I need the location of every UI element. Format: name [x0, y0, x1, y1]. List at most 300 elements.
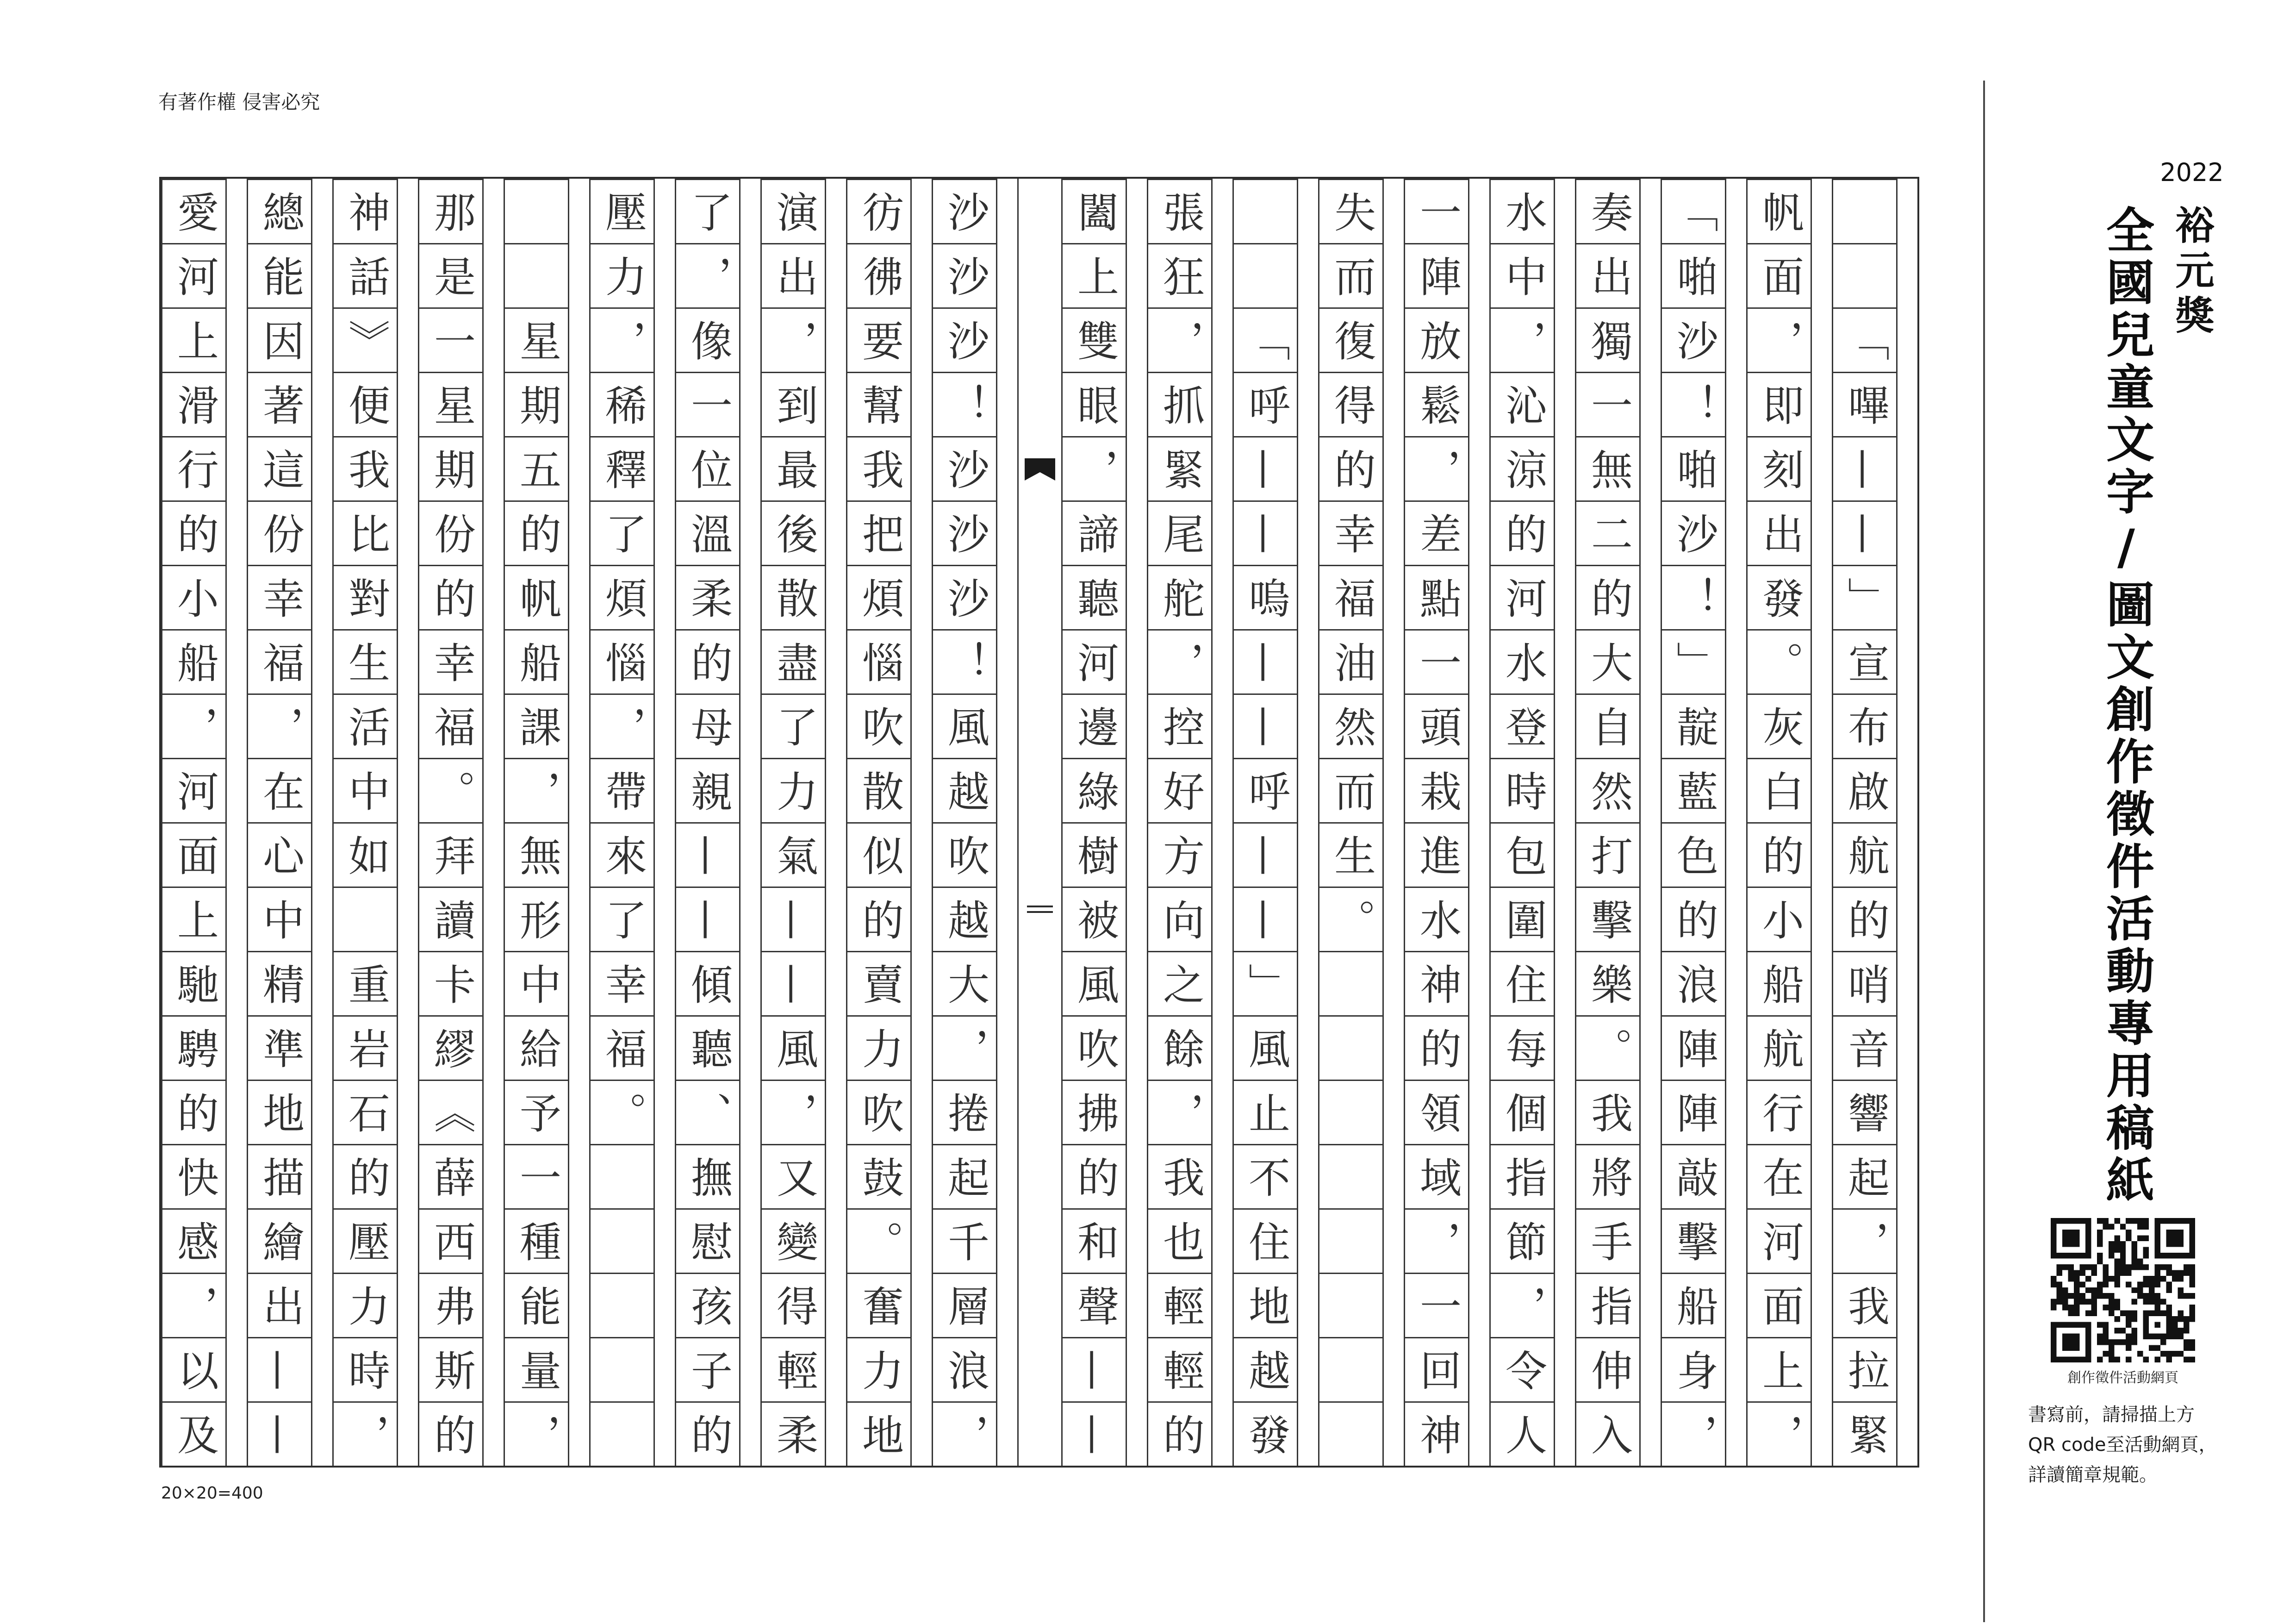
handwritten-character: 我 — [1156, 1156, 1204, 1198]
manuscript-cell — [1234, 1273, 1297, 1337]
handwritten-character: 一 — [1584, 384, 1632, 425]
handwritten-character: ！ — [1669, 577, 1718, 618]
manuscript-cell — [1662, 500, 1725, 565]
handwritten-character: 出 — [255, 1285, 304, 1326]
panel-divider — [1983, 81, 1985, 1622]
handwritten-character: 吹 — [1070, 1027, 1119, 1069]
handwritten-character: 斯 — [427, 1349, 475, 1391]
handwritten-character: 聽 — [1070, 577, 1119, 618]
manuscript-cell — [1234, 1337, 1297, 1401]
handwritten-character: 千 — [940, 1220, 989, 1262]
manuscript-cell — [248, 822, 311, 887]
manuscript-cell — [847, 1208, 910, 1273]
handwritten-character: 變 — [769, 1220, 818, 1262]
handwritten-character: 了 — [684, 191, 732, 232]
manuscript-cell — [162, 1015, 225, 1080]
handwritten-character: 船 — [1669, 1285, 1718, 1326]
manuscript-cell — [248, 565, 311, 629]
manuscript-cell — [162, 1208, 225, 1273]
handwritten-character: 中 — [341, 770, 390, 812]
handwritten-character: 出 — [1584, 255, 1632, 297]
manuscript-cell — [248, 1208, 311, 1273]
handwritten-character: 呼 — [1241, 770, 1290, 812]
manuscript-cell — [334, 1273, 397, 1337]
manuscript-cell — [933, 887, 996, 951]
manuscript-cell — [419, 693, 482, 758]
handwritten-character: 吹 — [855, 706, 903, 747]
handwritten-character: — — [1070, 1349, 1119, 1391]
handwritten-character: 孩 — [684, 1285, 732, 1326]
handwritten-character: 船 — [1755, 963, 1804, 1005]
handwritten-character: 盡 — [769, 641, 818, 683]
manuscript-cell — [1662, 243, 1725, 307]
manuscript-cell — [505, 307, 568, 372]
handwritten-character: 這 — [255, 448, 304, 490]
handwritten-character: 船 — [512, 641, 561, 683]
manuscript-cell — [1662, 758, 1725, 822]
handwritten-character: 邊 — [1070, 706, 1119, 747]
handwritten-character: 在 — [1755, 1156, 1804, 1198]
handwritten-character: 頭 — [1412, 706, 1461, 747]
manuscript-cell — [1319, 887, 1382, 951]
handwritten-character: 一 — [1412, 1285, 1461, 1326]
manuscript-cell — [1234, 1401, 1297, 1466]
manuscript-cell — [419, 1401, 482, 1466]
handwritten-character: ！ — [940, 641, 989, 683]
handwritten-character: 來 — [598, 834, 647, 876]
handwritten-character: 後 — [769, 512, 818, 554]
handwritten-character: 眼 — [1070, 384, 1119, 425]
handwritten-character: 五 — [512, 448, 561, 490]
manuscript-cell — [1148, 951, 1211, 1015]
manuscript-cell — [591, 887, 653, 951]
manuscript-cell — [1662, 693, 1725, 758]
manuscript-cell — [1234, 179, 1297, 243]
handwritten-character: 給 — [512, 1027, 561, 1069]
handwritten-character: ， — [341, 1413, 390, 1455]
manuscript-cell — [162, 1144, 225, 1208]
handwritten-character: 風 — [769, 1027, 818, 1069]
manuscript-cell — [1405, 1144, 1468, 1208]
handwritten-character: 大 — [1584, 641, 1632, 683]
manuscript-cell — [248, 951, 311, 1015]
manuscript-cell — [1063, 1080, 1126, 1144]
handwritten-character: 的 — [512, 512, 561, 554]
handwritten-character: 沁 — [1498, 384, 1547, 425]
manuscript-cell — [676, 436, 739, 500]
handwritten-character: 彷 — [855, 191, 903, 232]
handwritten-character: 壓 — [341, 1220, 390, 1262]
manuscript-cell — [162, 1273, 225, 1337]
manuscript-cell — [1491, 565, 1554, 629]
handwritten-character: — — [684, 834, 732, 876]
handwritten-character: 身 — [1669, 1349, 1718, 1391]
manuscript-cell — [334, 179, 397, 243]
handwritten-character: 力 — [769, 770, 818, 812]
handwritten-character: 了 — [598, 512, 647, 554]
manuscript-cell — [1319, 758, 1382, 822]
manuscript-cell — [419, 758, 482, 822]
manuscript-cell — [1234, 1080, 1297, 1144]
manuscript-cell — [1833, 565, 1896, 629]
manuscript-cell — [1319, 822, 1382, 887]
handwritten-character: 拂 — [1070, 1092, 1119, 1133]
handwritten-character: 我 — [1841, 1285, 1889, 1326]
handwritten-character: 福 — [255, 641, 304, 683]
handwritten-character: 」 — [1669, 641, 1718, 683]
handwritten-character: 了 — [598, 899, 647, 940]
manuscript-cell — [1063, 951, 1126, 1015]
handwritten-character: 無 — [512, 834, 561, 876]
handwritten-character: 抓 — [1156, 384, 1204, 425]
manuscript-cell — [847, 629, 910, 693]
handwritten-character: 神 — [1412, 963, 1461, 1005]
manuscript-cell — [419, 1144, 482, 1208]
handwritten-character: 。 — [598, 1092, 647, 1133]
manuscript-cell — [1576, 1401, 1639, 1466]
manuscript-column — [589, 179, 655, 1466]
handwritten-character: 入 — [1584, 1413, 1632, 1455]
copyright-notice: 有著作權 侵害必究 — [158, 91, 320, 113]
manuscript-cell — [505, 629, 568, 693]
handwritten-character: 又 — [769, 1156, 818, 1198]
handwritten-character: 個 — [1498, 1092, 1547, 1133]
handwritten-character: 親 — [684, 770, 732, 812]
handwritten-character: 稀 — [598, 384, 647, 425]
handwritten-character: 吹 — [855, 1092, 903, 1133]
manuscript-cell — [676, 1337, 739, 1401]
manuscript-cell — [1319, 436, 1382, 500]
manuscript-cell — [933, 372, 996, 436]
manuscript-cell — [1063, 822, 1126, 887]
handwritten-character: 上 — [170, 319, 218, 361]
manuscript-cell — [933, 565, 996, 629]
handwritten-character: 緊 — [1156, 448, 1204, 490]
handwritten-character: 惱 — [855, 641, 903, 683]
contest-year: 2022 — [2160, 158, 2224, 187]
handwritten-character: — — [1241, 706, 1290, 747]
manuscript-cell — [248, 693, 311, 758]
manuscript-cell — [1491, 1015, 1554, 1080]
manuscript-cell — [1833, 951, 1896, 1015]
manuscript-cell — [419, 1337, 482, 1401]
handwritten-character: 像 — [684, 319, 732, 361]
manuscript-cell — [1491, 1273, 1554, 1337]
handwritten-character: 我 — [1584, 1092, 1632, 1133]
manuscript-cell — [1491, 179, 1554, 243]
manuscript-column — [1832, 179, 1898, 1466]
manuscript-cell — [762, 1273, 825, 1337]
manuscript-cell — [591, 1273, 653, 1337]
handwritten-character: 力 — [855, 1027, 903, 1069]
center-gutter — [1017, 179, 1061, 1466]
handwritten-character: ， — [1498, 319, 1547, 361]
handwritten-character: 也 — [1156, 1220, 1204, 1262]
manuscript-cell — [762, 179, 825, 243]
handwritten-character: 擊 — [1669, 1220, 1718, 1262]
manuscript-cell — [762, 500, 825, 565]
handwritten-character: 馳 — [170, 963, 218, 1005]
manuscript-cell — [1063, 1208, 1126, 1273]
manuscript-cell — [847, 887, 910, 951]
manuscript-cell — [1405, 1273, 1468, 1337]
manuscript-cell — [1662, 1401, 1725, 1466]
handwritten-character: 煩 — [855, 577, 903, 618]
handwritten-character: 指 — [1584, 1285, 1632, 1326]
manuscript-cell — [505, 887, 568, 951]
handwritten-character: 白 — [1755, 770, 1804, 812]
manuscript-cell — [1491, 629, 1554, 693]
handwritten-character: ， — [598, 319, 647, 361]
manuscript-cell — [676, 179, 739, 243]
instruction-line: QR code至活動網頁， — [2028, 1434, 2217, 1455]
handwritten-character: 將 — [1584, 1156, 1632, 1198]
manuscript-cell — [248, 1273, 311, 1337]
manuscript-cell — [676, 951, 739, 1015]
manuscript-cell — [162, 1401, 225, 1466]
manuscript-cell — [419, 1015, 482, 1080]
manuscript-cell — [1319, 693, 1382, 758]
handwritten-character: 令 — [1498, 1349, 1547, 1391]
handwritten-character: ， — [1841, 1220, 1889, 1262]
manuscript-cell — [676, 758, 739, 822]
handwritten-character: 拜 — [427, 834, 475, 876]
manuscript-cell — [334, 307, 397, 372]
handwritten-character: 星 — [427, 384, 475, 425]
handwritten-character: 精 — [255, 963, 304, 1005]
manuscript-cell — [1576, 1208, 1639, 1273]
handwritten-character: 層 — [940, 1285, 989, 1326]
handwritten-character: 河 — [1498, 577, 1547, 618]
handwritten-character: 福 — [598, 1027, 647, 1069]
manuscript-cell — [334, 693, 397, 758]
manuscript-cell — [1491, 307, 1554, 372]
manuscript-cell — [762, 629, 825, 693]
manuscript-cell — [933, 822, 996, 887]
handwritten-character: 神 — [341, 191, 390, 232]
manuscript-cell — [162, 822, 225, 887]
manuscript-cell — [1319, 1208, 1382, 1273]
handwritten-character: 領 — [1412, 1092, 1461, 1133]
manuscript-cell — [162, 500, 225, 565]
manuscript-cell — [676, 500, 739, 565]
handwritten-character: 出 — [769, 255, 818, 297]
manuscript-cell — [419, 372, 482, 436]
handwritten-character: 及 — [170, 1413, 218, 1455]
handwritten-character: 弗 — [427, 1285, 475, 1326]
handwritten-character: 點 — [1412, 577, 1461, 618]
handwritten-character: 幸 — [1327, 512, 1375, 554]
handwritten-character: 控 — [1156, 706, 1204, 747]
manuscript-cell — [162, 307, 225, 372]
handwritten-character: 」 — [1241, 963, 1290, 1005]
handwritten-character: 壓 — [598, 191, 647, 232]
manuscript-cell — [1662, 1080, 1725, 1144]
handwritten-character: 之 — [1156, 963, 1204, 1005]
manuscript-cell — [847, 307, 910, 372]
handwritten-character: 。 — [1584, 1027, 1632, 1069]
manuscript-cell — [1405, 822, 1468, 887]
manuscript-cell — [591, 1080, 653, 1144]
manuscript-cell — [334, 243, 397, 307]
handwritten-character: 復 — [1327, 319, 1375, 361]
manuscript-cell — [762, 693, 825, 758]
manuscript-cell — [676, 1144, 739, 1208]
manuscript-cell — [334, 565, 397, 629]
manuscript-cell — [676, 887, 739, 951]
manuscript-cell — [248, 629, 311, 693]
manuscript-cell — [1662, 1144, 1725, 1208]
handwritten-character: 出 — [1755, 512, 1804, 554]
handwritten-character: 水 — [1412, 899, 1461, 940]
handwritten-character: 浪 — [1669, 963, 1718, 1005]
manuscript-cell — [1319, 1273, 1382, 1337]
manuscript-cell — [162, 693, 225, 758]
handwritten-character: 樹 — [1070, 834, 1119, 876]
handwritten-character: 啪 — [1669, 448, 1718, 490]
manuscript-cell — [1063, 1273, 1126, 1337]
handwritten-character: ， — [598, 706, 647, 747]
handwritten-character: 感 — [170, 1220, 218, 1262]
handwritten-character: 種 — [512, 1220, 561, 1262]
handwritten-character: 上 — [1755, 1349, 1804, 1391]
manuscript-cell — [1748, 887, 1811, 951]
handwritten-character: 的 — [427, 1413, 475, 1455]
manuscript-cell — [1234, 1144, 1297, 1208]
handwritten-character: 嗚 — [1241, 577, 1290, 618]
manuscript-cell — [1662, 1273, 1725, 1337]
manuscript-cell — [505, 436, 568, 500]
handwritten-character: 啪 — [1669, 255, 1718, 297]
manuscript-cell — [1234, 436, 1297, 500]
manuscript-cell — [1319, 1080, 1382, 1144]
manuscript-cell — [1148, 822, 1211, 887]
manuscript-cell — [933, 243, 996, 307]
handwritten-character: 面 — [1755, 255, 1804, 297]
handwritten-character: 鼓 — [855, 1156, 903, 1198]
handwritten-character: 綠 — [1070, 770, 1119, 812]
manuscript-cell — [1748, 693, 1811, 758]
manuscript-cell — [933, 1080, 996, 1144]
manuscript-cell — [505, 1337, 568, 1401]
manuscript-cell — [1319, 243, 1382, 307]
manuscript-cell — [248, 179, 311, 243]
manuscript-cell — [419, 887, 482, 951]
handwritten-character: ， — [769, 1092, 818, 1133]
manuscript-cell — [1148, 436, 1211, 500]
manuscript-cell — [762, 307, 825, 372]
manuscript-cell — [1148, 372, 1211, 436]
manuscript-cell — [1405, 436, 1468, 500]
handwritten-character: 份 — [427, 512, 475, 554]
handwritten-character: 雙 — [1070, 319, 1119, 361]
manuscript-cell — [1405, 1208, 1468, 1273]
handwritten-character: — — [769, 963, 818, 1005]
manuscript-cell — [847, 693, 910, 758]
handwritten-character: 浪 — [940, 1349, 989, 1391]
handwritten-character: 活 — [341, 706, 390, 747]
manuscript-cell — [1833, 629, 1896, 693]
handwritten-character: 不 — [1241, 1156, 1290, 1198]
manuscript-cell — [1748, 951, 1811, 1015]
manuscript-cell — [1234, 758, 1297, 822]
manuscript-cell — [1576, 1080, 1639, 1144]
handwritten-character: 幸 — [427, 641, 475, 683]
handwritten-character: ， — [1156, 1092, 1204, 1133]
manuscript-cell — [1491, 243, 1554, 307]
manuscript-cell — [1148, 1208, 1211, 1273]
handwritten-character: 柔 — [769, 1413, 818, 1455]
manuscript-cell — [1234, 243, 1297, 307]
handwritten-character: 演 — [769, 191, 818, 232]
manuscript-cell — [1405, 1401, 1468, 1466]
manuscript-cell — [933, 436, 996, 500]
manuscript-cell — [591, 951, 653, 1015]
handwritten-character: 溫 — [684, 512, 732, 554]
handwritten-character: 鬆 — [1412, 384, 1461, 425]
handwritten-character: 。 — [1327, 899, 1375, 940]
handwritten-character: 藍 — [1669, 770, 1718, 812]
handwritten-character: 得 — [769, 1285, 818, 1326]
manuscript-cell — [933, 951, 996, 1015]
manuscript-cell — [762, 887, 825, 951]
handwritten-character: 一 — [684, 384, 732, 425]
manuscript-cell — [1833, 1337, 1896, 1401]
manuscript-cell — [933, 179, 996, 243]
manuscript-cell — [762, 1337, 825, 1401]
handwritten-character: 河 — [1755, 1220, 1804, 1262]
manuscript-cell — [676, 243, 739, 307]
manuscript-cell — [248, 500, 311, 565]
handwritten-character: 「 — [1241, 319, 1290, 361]
handwritten-character: 賣 — [855, 963, 903, 1005]
handwritten-character: — — [1241, 899, 1290, 940]
handwritten-character: 讀 — [427, 899, 475, 940]
manuscript-cell — [1234, 1015, 1297, 1080]
manuscript-cell — [591, 1337, 653, 1401]
handwritten-character: 節 — [1498, 1220, 1547, 1262]
manuscript-cell — [1748, 1273, 1811, 1337]
paper-title: 全國兒童文字/圖文創作徵件活動專用稿紙 — [2098, 205, 2154, 1207]
manuscript-cell — [1148, 1080, 1211, 1144]
manuscript-cell — [162, 1337, 225, 1401]
handwritten-character: 越 — [940, 899, 989, 940]
handwritten-character: 水 — [1498, 191, 1547, 232]
manuscript-cell — [505, 1144, 568, 1208]
handwritten-character: 然 — [1327, 706, 1375, 747]
manuscript-cell — [505, 758, 568, 822]
manuscript-cell — [1491, 887, 1554, 951]
manuscript-cell — [1576, 629, 1639, 693]
handwritten-character: 上 — [1070, 255, 1119, 297]
manuscript-cell — [1148, 693, 1211, 758]
handwritten-character: 幸 — [598, 963, 647, 1005]
manuscript-cell — [1833, 822, 1896, 887]
manuscript-cell — [1491, 372, 1554, 436]
manuscript-cell — [762, 243, 825, 307]
handwritten-character: 沙 — [940, 255, 989, 297]
manuscript-cell — [591, 565, 653, 629]
manuscript-cell — [334, 436, 397, 500]
handwritten-character: 了 — [769, 706, 818, 747]
handwritten-character: 滑 — [170, 384, 218, 425]
manuscript-cell — [1491, 1337, 1554, 1401]
manuscript-cell — [1748, 436, 1811, 500]
manuscript-cell — [1748, 500, 1811, 565]
manuscript-cell — [591, 693, 653, 758]
manuscript-cell — [1491, 1401, 1554, 1466]
manuscript-cell — [1576, 822, 1639, 887]
